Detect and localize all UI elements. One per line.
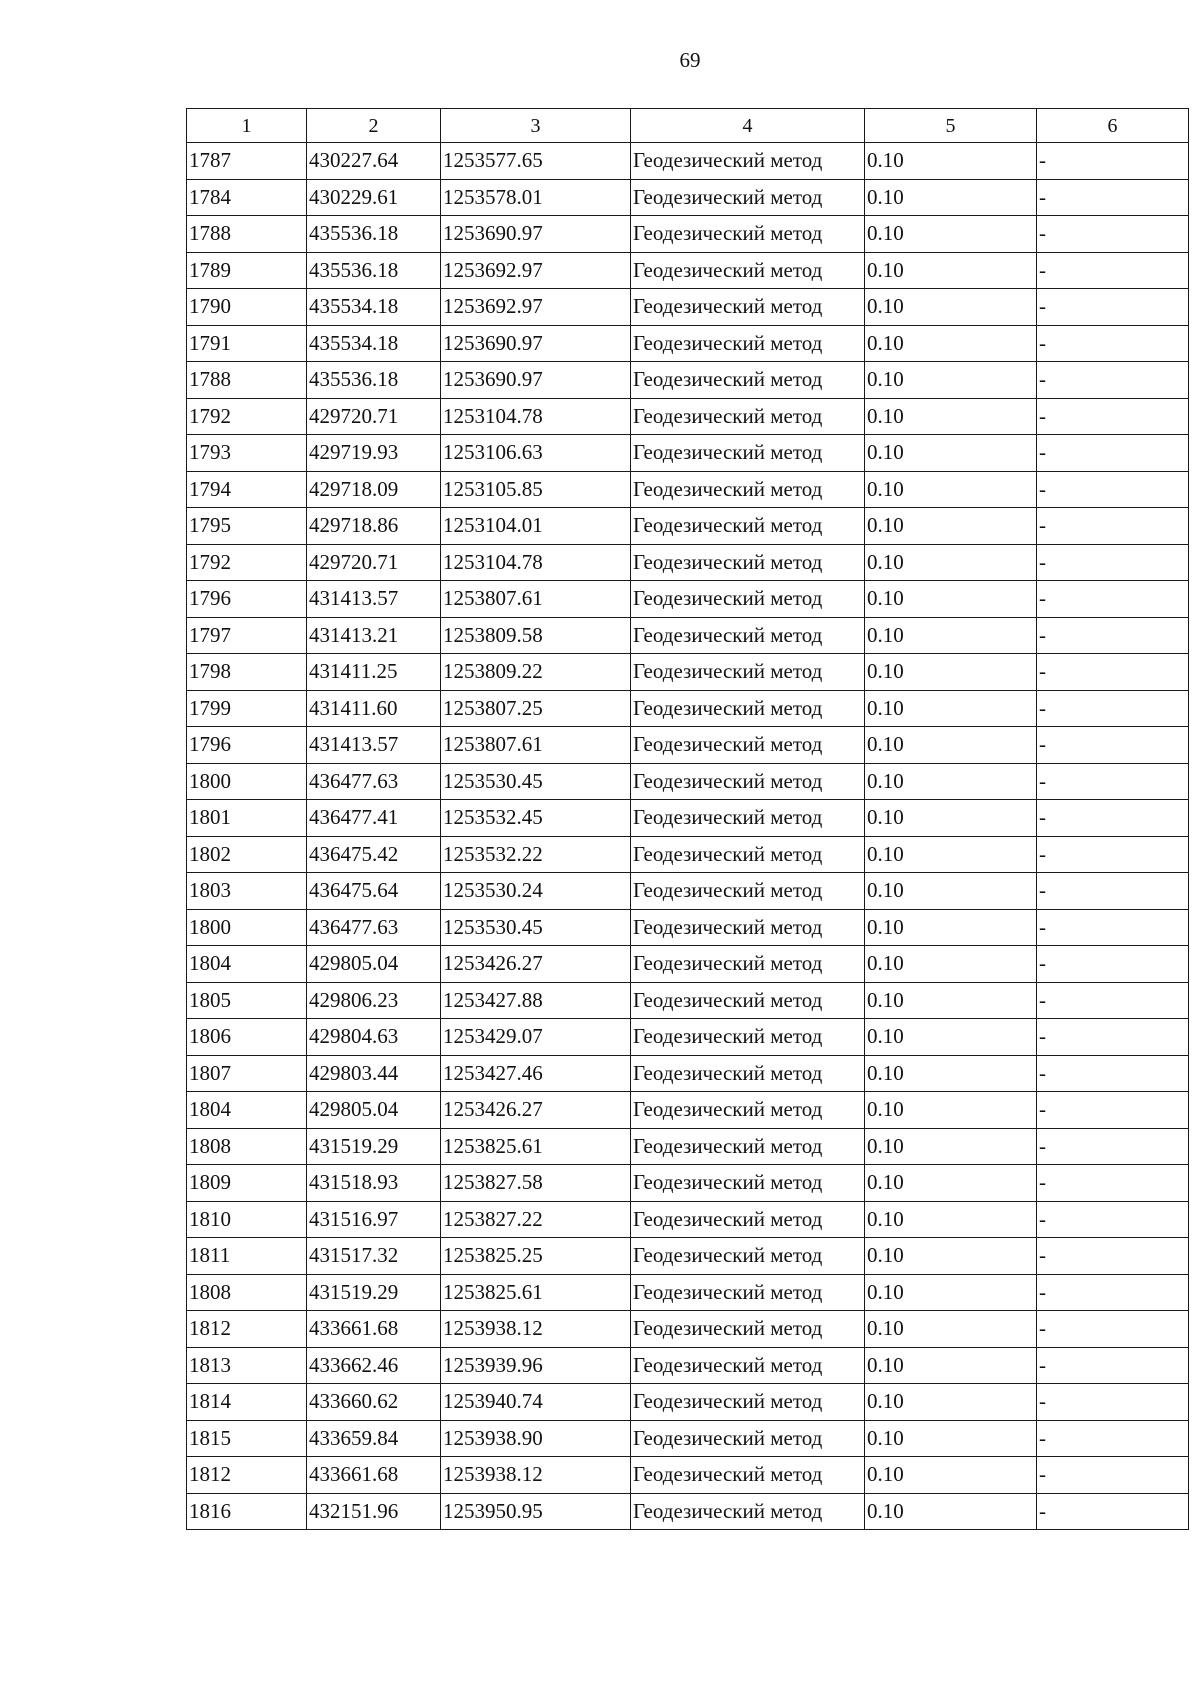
method-cell: Геодезический метод [631, 1019, 865, 1056]
table-row [187, 1128, 1189, 1165]
accuracy-cell: 0.10 [865, 763, 1037, 800]
x-coordinate-cell: 429718.86 [307, 508, 441, 545]
accuracy-cell: 0.10 [865, 435, 1037, 472]
point-number-cell: 1794 [187, 471, 307, 508]
note-cell: - [1037, 325, 1189, 362]
y-coordinate-cell: 1253104.78 [441, 544, 631, 581]
accuracy-cell: 0.10 [865, 1493, 1037, 1530]
y-coordinate-cell: 1253690.97 [441, 362, 631, 399]
note-cell: - [1037, 617, 1189, 654]
point-number-cell: 1816 [187, 1493, 307, 1530]
table-row [187, 982, 1189, 1019]
point-number-cell: 1796 [187, 581, 307, 618]
point-number-cell: 1787 [187, 143, 307, 180]
accuracy-cell: 0.10 [865, 873, 1037, 910]
accuracy-cell: 0.10 [865, 946, 1037, 983]
y-coordinate-cell: 1253827.22 [441, 1201, 631, 1238]
table-row [187, 1457, 1189, 1494]
accuracy-cell: 0.10 [865, 1274, 1037, 1311]
x-coordinate-cell: 436477.63 [307, 763, 441, 800]
note-cell: - [1037, 1457, 1189, 1494]
note-cell: - [1037, 289, 1189, 326]
y-coordinate-cell: 1253105.85 [441, 471, 631, 508]
point-number-cell: 1792 [187, 544, 307, 581]
method-cell: Геодезический метод [631, 252, 865, 289]
note-cell: - [1037, 1201, 1189, 1238]
y-coordinate-cell: 1253532.22 [441, 836, 631, 873]
table-row [187, 946, 1189, 983]
accuracy-cell: 0.10 [865, 836, 1037, 873]
y-coordinate-cell: 1253809.58 [441, 617, 631, 654]
y-coordinate-cell: 1253426.27 [441, 1092, 631, 1129]
table-row [187, 1165, 1189, 1202]
accuracy-cell: 0.10 [865, 1201, 1037, 1238]
note-cell: - [1037, 252, 1189, 289]
table-row [187, 690, 1189, 727]
table-row [187, 836, 1189, 873]
note-cell: - [1037, 836, 1189, 873]
y-coordinate-cell: 1253807.61 [441, 581, 631, 618]
point-number-cell: 1799 [187, 690, 307, 727]
method-cell: Геодезический метод [631, 800, 865, 837]
y-coordinate-cell: 1253692.97 [441, 252, 631, 289]
method-cell: Геодезический метод [631, 982, 865, 1019]
y-coordinate-cell: 1253104.01 [441, 508, 631, 545]
method-cell: Геодезический метод [631, 289, 865, 326]
x-coordinate-cell: 429805.04 [307, 1092, 441, 1129]
x-coordinate-cell: 435534.18 [307, 325, 441, 362]
accuracy-cell: 0.10 [865, 325, 1037, 362]
note-cell: - [1037, 1128, 1189, 1165]
accuracy-cell: 0.10 [865, 179, 1037, 216]
point-number-cell: 1796 [187, 727, 307, 764]
method-cell: Геодезический метод [631, 1493, 865, 1530]
method-cell: Геодезический метод [631, 727, 865, 764]
point-number-cell: 1793 [187, 435, 307, 472]
method-cell: Геодезический метод [631, 1457, 865, 1494]
accuracy-cell: 0.10 [865, 544, 1037, 581]
y-coordinate-cell: 1253427.46 [441, 1055, 631, 1092]
method-cell: Геодезический метод [631, 435, 865, 472]
column-header: 6 [1037, 109, 1189, 143]
accuracy-cell: 0.10 [865, 1420, 1037, 1457]
y-coordinate-cell: 1253827.58 [441, 1165, 631, 1202]
x-coordinate-cell: 436477.63 [307, 909, 441, 946]
y-coordinate-cell: 1253690.97 [441, 325, 631, 362]
accuracy-cell: 0.10 [865, 508, 1037, 545]
table-row [187, 763, 1189, 800]
point-number-cell: 1790 [187, 289, 307, 326]
y-coordinate-cell: 1253825.25 [441, 1238, 631, 1275]
method-cell: Геодезический метод [631, 1311, 865, 1348]
x-coordinate-cell: 433662.46 [307, 1347, 441, 1384]
method-cell: Геодезический метод [631, 544, 865, 581]
point-number-cell: 1784 [187, 179, 307, 216]
accuracy-cell: 0.10 [865, 1092, 1037, 1129]
y-coordinate-cell: 1253807.25 [441, 690, 631, 727]
y-coordinate-cell: 1253690.97 [441, 216, 631, 253]
note-cell: - [1037, 471, 1189, 508]
point-number-cell: 1802 [187, 836, 307, 873]
y-coordinate-cell: 1253940.74 [441, 1384, 631, 1421]
note-cell: - [1037, 654, 1189, 691]
column-header: 1 [187, 109, 307, 143]
table-row [187, 1092, 1189, 1129]
method-cell: Геодезический метод [631, 836, 865, 873]
table-row [187, 1238, 1189, 1275]
note-cell: - [1037, 1092, 1189, 1129]
note-cell: - [1037, 179, 1189, 216]
note-cell: - [1037, 508, 1189, 545]
x-coordinate-cell: 433661.68 [307, 1311, 441, 1348]
method-cell: Геодезический метод [631, 690, 865, 727]
accuracy-cell: 0.10 [865, 581, 1037, 618]
method-cell: Геодезический метод [631, 179, 865, 216]
table-row [187, 289, 1189, 326]
y-coordinate-cell: 1253825.61 [441, 1274, 631, 1311]
point-number-cell: 1800 [187, 909, 307, 946]
note-cell: - [1037, 1384, 1189, 1421]
table-row [187, 143, 1189, 180]
x-coordinate-cell: 431413.57 [307, 727, 441, 764]
accuracy-cell: 0.10 [865, 143, 1037, 180]
accuracy-cell: 0.10 [865, 1347, 1037, 1384]
method-cell: Геодезический метод [631, 1238, 865, 1275]
note-cell: - [1037, 1055, 1189, 1092]
method-cell: Геодезический метод [631, 654, 865, 691]
point-number-cell: 1805 [187, 982, 307, 1019]
point-number-cell: 1789 [187, 252, 307, 289]
point-number-cell: 1804 [187, 1092, 307, 1129]
accuracy-cell: 0.10 [865, 1311, 1037, 1348]
method-cell: Геодезический метод [631, 1165, 865, 1202]
point-number-cell: 1798 [187, 654, 307, 691]
x-coordinate-cell: 431518.93 [307, 1165, 441, 1202]
accuracy-cell: 0.10 [865, 690, 1037, 727]
accuracy-cell: 0.10 [865, 1384, 1037, 1421]
table-row [187, 362, 1189, 399]
x-coordinate-cell: 433661.68 [307, 1457, 441, 1494]
note-cell: - [1037, 1420, 1189, 1457]
x-coordinate-cell: 429805.04 [307, 946, 441, 983]
page-number: 69 [679, 48, 701, 72]
accuracy-cell: 0.10 [865, 1457, 1037, 1494]
accuracy-cell: 0.10 [865, 982, 1037, 1019]
x-coordinate-cell: 431517.32 [307, 1238, 441, 1275]
table-row [187, 1311, 1189, 1348]
method-cell: Геодезический метод [631, 581, 865, 618]
note-cell: - [1037, 873, 1189, 910]
method-cell: Геодезический метод [631, 362, 865, 399]
note-cell: - [1037, 1493, 1189, 1530]
x-coordinate-cell: 431519.29 [307, 1274, 441, 1311]
method-cell: Геодезический метод [631, 1201, 865, 1238]
y-coordinate-cell: 1253429.07 [441, 1019, 631, 1056]
method-cell: Геодезический метод [631, 909, 865, 946]
note-cell: - [1037, 1347, 1189, 1384]
y-coordinate-cell: 1253939.96 [441, 1347, 631, 1384]
point-number-cell: 1809 [187, 1165, 307, 1202]
x-coordinate-cell: 435536.18 [307, 252, 441, 289]
table-row [187, 727, 1189, 764]
note-cell: - [1037, 800, 1189, 837]
y-coordinate-cell: 1253530.45 [441, 763, 631, 800]
table-row [187, 398, 1189, 435]
table-row [187, 1384, 1189, 1421]
y-coordinate-cell: 1253530.45 [441, 909, 631, 946]
method-cell: Геодезический метод [631, 1055, 865, 1092]
y-coordinate-cell: 1253578.01 [441, 179, 631, 216]
column-header: 5 [865, 109, 1037, 143]
note-cell: - [1037, 946, 1189, 983]
x-coordinate-cell: 431411.60 [307, 690, 441, 727]
note-cell: - [1037, 1019, 1189, 1056]
method-cell: Геодезический метод [631, 325, 865, 362]
x-coordinate-cell: 429803.44 [307, 1055, 441, 1092]
column-header: 3 [441, 109, 631, 143]
note-cell: - [1037, 435, 1189, 472]
note-cell: - [1037, 143, 1189, 180]
x-coordinate-cell: 433660.62 [307, 1384, 441, 1421]
point-number-cell: 1811 [187, 1238, 307, 1275]
note-cell: - [1037, 763, 1189, 800]
x-coordinate-cell: 429720.71 [307, 398, 441, 435]
method-cell: Геодезический метод [631, 1274, 865, 1311]
point-number-cell: 1797 [187, 617, 307, 654]
table-row [187, 617, 1189, 654]
y-coordinate-cell: 1253950.95 [441, 1493, 631, 1530]
point-number-cell: 1807 [187, 1055, 307, 1092]
y-coordinate-cell: 1253577.65 [441, 143, 631, 180]
y-coordinate-cell: 1253807.61 [441, 727, 631, 764]
table-row [187, 909, 1189, 946]
y-coordinate-cell: 1253106.63 [441, 435, 631, 472]
x-coordinate-cell: 431519.29 [307, 1128, 441, 1165]
x-coordinate-cell: 431411.25 [307, 654, 441, 691]
method-cell: Геодезический метод [631, 1420, 865, 1457]
point-number-cell: 1806 [187, 1019, 307, 1056]
method-cell: Геодезический метод [631, 398, 865, 435]
table-row [187, 544, 1189, 581]
y-coordinate-cell: 1253938.90 [441, 1420, 631, 1457]
note-cell: - [1037, 544, 1189, 581]
x-coordinate-cell: 430227.64 [307, 143, 441, 180]
note-cell: - [1037, 1274, 1189, 1311]
header-row [187, 109, 1189, 143]
method-cell: Геодезический метод [631, 143, 865, 180]
method-cell: Геодезический метод [631, 946, 865, 983]
method-cell: Геодезический метод [631, 1092, 865, 1129]
note-cell: - [1037, 1165, 1189, 1202]
note-cell: - [1037, 362, 1189, 399]
table-row [187, 1274, 1189, 1311]
table-body [187, 143, 1189, 1530]
table-row [187, 654, 1189, 691]
point-number-cell: 1801 [187, 800, 307, 837]
accuracy-cell: 0.10 [865, 617, 1037, 654]
x-coordinate-cell: 431516.97 [307, 1201, 441, 1238]
x-coordinate-cell: 431413.21 [307, 617, 441, 654]
method-cell: Геодезический метод [631, 508, 865, 545]
y-coordinate-cell: 1253427.88 [441, 982, 631, 1019]
accuracy-cell: 0.10 [865, 1238, 1037, 1275]
table-row [187, 1019, 1189, 1056]
x-coordinate-cell: 430229.61 [307, 179, 441, 216]
accuracy-cell: 0.10 [865, 1055, 1037, 1092]
point-number-cell: 1791 [187, 325, 307, 362]
note-cell: - [1037, 398, 1189, 435]
note-cell: - [1037, 581, 1189, 618]
table-row [187, 800, 1189, 837]
accuracy-cell: 0.10 [865, 1128, 1037, 1165]
x-coordinate-cell: 435536.18 [307, 216, 441, 253]
x-coordinate-cell: 429804.63 [307, 1019, 441, 1056]
point-number-cell: 1788 [187, 362, 307, 399]
point-number-cell: 1795 [187, 508, 307, 545]
x-coordinate-cell: 429719.93 [307, 435, 441, 472]
table-row [187, 1347, 1189, 1384]
point-number-cell: 1800 [187, 763, 307, 800]
y-coordinate-cell: 1253692.97 [441, 289, 631, 326]
column-header: 2 [307, 109, 441, 143]
x-coordinate-cell: 435534.18 [307, 289, 441, 326]
x-coordinate-cell: 429720.71 [307, 544, 441, 581]
y-coordinate-cell: 1253825.61 [441, 1128, 631, 1165]
y-coordinate-cell: 1253809.22 [441, 654, 631, 691]
x-coordinate-cell: 436475.42 [307, 836, 441, 873]
method-cell: Геодезический метод [631, 763, 865, 800]
x-coordinate-cell: 429718.09 [307, 471, 441, 508]
accuracy-cell: 0.10 [865, 654, 1037, 691]
point-number-cell: 1788 [187, 216, 307, 253]
table-row [187, 1055, 1189, 1092]
table-row [187, 1420, 1189, 1457]
y-coordinate-cell: 1253938.12 [441, 1457, 631, 1494]
table-row [187, 179, 1189, 216]
table-row [187, 325, 1189, 362]
accuracy-cell: 0.10 [865, 1165, 1037, 1202]
accuracy-cell: 0.10 [865, 216, 1037, 253]
table-row [187, 216, 1189, 253]
accuracy-cell: 0.10 [865, 252, 1037, 289]
table-row [187, 508, 1189, 545]
note-cell: - [1037, 1311, 1189, 1348]
x-coordinate-cell: 429806.23 [307, 982, 441, 1019]
note-cell: - [1037, 690, 1189, 727]
point-number-cell: 1808 [187, 1128, 307, 1165]
table-row [187, 435, 1189, 472]
x-coordinate-cell: 436475.64 [307, 873, 441, 910]
accuracy-cell: 0.10 [865, 1019, 1037, 1056]
point-number-cell: 1792 [187, 398, 307, 435]
method-cell: Геодезический метод [631, 1128, 865, 1165]
x-coordinate-cell: 435536.18 [307, 362, 441, 399]
y-coordinate-cell: 1253532.45 [441, 800, 631, 837]
point-number-cell: 1813 [187, 1347, 307, 1384]
table-row [187, 1201, 1189, 1238]
point-number-cell: 1810 [187, 1201, 307, 1238]
table-row [187, 581, 1189, 618]
x-coordinate-cell: 431413.57 [307, 581, 441, 618]
point-number-cell: 1812 [187, 1311, 307, 1348]
y-coordinate-cell: 1253938.12 [441, 1311, 631, 1348]
method-cell: Геодезический метод [631, 1384, 865, 1421]
y-coordinate-cell: 1253426.27 [441, 946, 631, 983]
point-number-cell: 1812 [187, 1457, 307, 1494]
method-cell: Геодезический метод [631, 216, 865, 253]
x-coordinate-cell: 433659.84 [307, 1420, 441, 1457]
point-number-cell: 1808 [187, 1274, 307, 1311]
point-number-cell: 1804 [187, 946, 307, 983]
x-coordinate-cell: 432151.96 [307, 1493, 441, 1530]
x-coordinate-cell: 436477.41 [307, 800, 441, 837]
method-cell: Геодезический метод [631, 873, 865, 910]
note-cell: - [1037, 1238, 1189, 1275]
method-cell: Геодезический метод [631, 617, 865, 654]
column-header: 4 [631, 109, 865, 143]
point-number-cell: 1815 [187, 1420, 307, 1457]
accuracy-cell: 0.10 [865, 727, 1037, 764]
y-coordinate-cell: 1253530.24 [441, 873, 631, 910]
table-row [187, 252, 1189, 289]
note-cell: - [1037, 909, 1189, 946]
method-cell: Геодезический метод [631, 1347, 865, 1384]
accuracy-cell: 0.10 [865, 289, 1037, 326]
method-cell: Геодезический метод [631, 471, 865, 508]
table-row [187, 873, 1189, 910]
note-cell: - [1037, 982, 1189, 1019]
accuracy-cell: 0.10 [865, 398, 1037, 435]
point-number-cell: 1803 [187, 873, 307, 910]
coordinates-table [186, 108, 1189, 1530]
note-cell: - [1037, 216, 1189, 253]
accuracy-cell: 0.10 [865, 362, 1037, 399]
accuracy-cell: 0.10 [865, 909, 1037, 946]
y-coordinate-cell: 1253104.78 [441, 398, 631, 435]
table-row [187, 471, 1189, 508]
accuracy-cell: 0.10 [865, 471, 1037, 508]
table-row [187, 1493, 1189, 1530]
accuracy-cell: 0.10 [865, 800, 1037, 837]
point-number-cell: 1814 [187, 1384, 307, 1421]
note-cell: - [1037, 727, 1189, 764]
